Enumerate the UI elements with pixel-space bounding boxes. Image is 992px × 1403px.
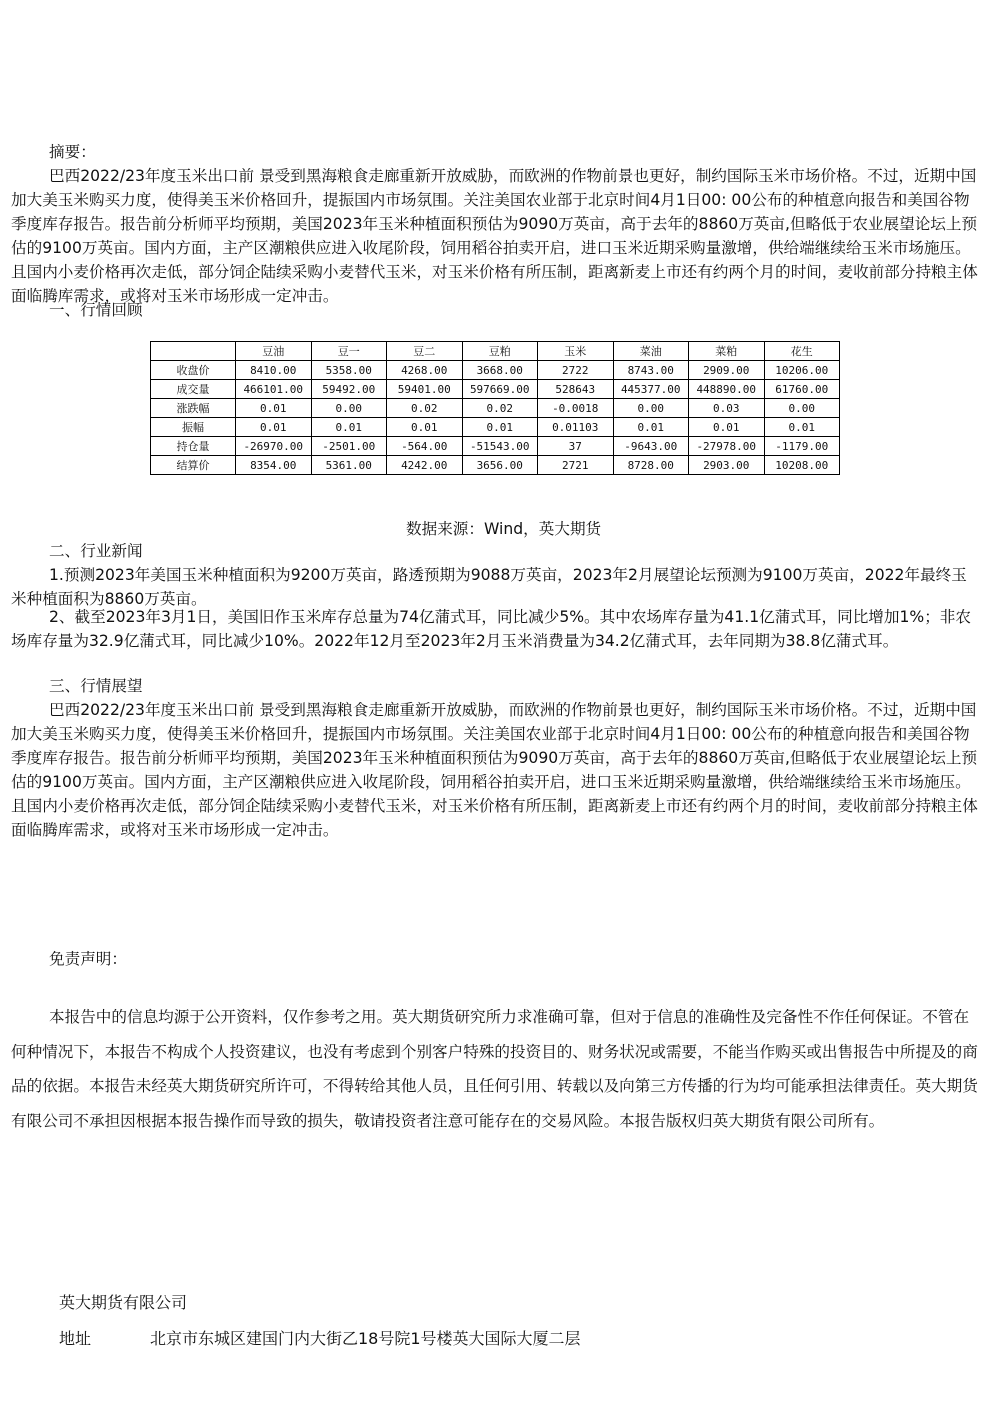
disclaimer-paragraph: 本报告中的信息均源于公开资料，仅作参考之用。英大期货研究所力求准确可靠，但对于信息的准确性及完备性不作任何保证。不管在何种情况下，本报告不构成个人投资建议，也没有考虑到个别客户特殊的投资目的、财务状况或需要，不能当作购买或出售报告中所提及的商品的依据。本报告未经英大期货研究所许可，不得转给其他人员，且任何引用、转载以及向第三方传播的行为均可能承担法律责任。英大期货有限公司不承担因根据本报告操作而导致的损失，敬请投资者注意可能存在的交易风险。本报告版权归英大期货有限公司所有。	[11, 1008, 978, 1130]
table-cell: 0.03	[689, 399, 765, 418]
table-cell: 59401.00	[387, 380, 463, 399]
table-cell: 0.01	[764, 418, 840, 437]
table-cell: 0.02	[462, 399, 538, 418]
table-row	[151, 399, 840, 418]
table-cell: 3668.00	[462, 361, 538, 380]
table-header-cell: 玉米	[538, 342, 614, 361]
table-cell: 0.01	[236, 399, 312, 418]
row-label: 涨跌幅	[151, 399, 236, 418]
table-cell: 8728.00	[613, 456, 689, 475]
table-cell: 4242.00	[387, 456, 463, 475]
table-cell: 0.01	[236, 418, 312, 437]
table-cell: 445377.00	[613, 380, 689, 399]
table-cell: 10208.00	[764, 456, 840, 475]
table-cell: 0.00	[311, 399, 387, 418]
table-cell: 0.01	[462, 418, 538, 437]
table-row	[151, 456, 840, 475]
section-market-review-heading: 一、行情回顾	[49, 301, 143, 319]
data-source-caption: 数据来源：Wind，英大期货	[406, 520, 602, 538]
table-header-cell: 菜油	[613, 342, 689, 361]
table-header-cell: 豆粕	[462, 342, 538, 361]
table-cell: 37	[538, 437, 614, 456]
table-header-cell	[151, 342, 236, 361]
table-cell: 2903.00	[689, 456, 765, 475]
table-cell: 2722	[538, 361, 614, 380]
table-row	[151, 437, 840, 456]
table-cell: 3656.00	[462, 456, 538, 475]
table-cell: 4268.00	[387, 361, 463, 380]
table-header-cell: 花生	[764, 342, 840, 361]
table-row	[151, 418, 840, 437]
table-cell: 0.02	[387, 399, 463, 418]
table-cell: 0.00	[613, 399, 689, 418]
table-row	[151, 380, 840, 399]
table-cell: 0.01103	[538, 418, 614, 437]
table-cell: 597669.00	[462, 380, 538, 399]
table-cell: 0.01	[311, 418, 387, 437]
table-header-row	[151, 342, 840, 361]
row-label: 持仓量	[151, 437, 236, 456]
table-cell: 61760.00	[764, 380, 840, 399]
row-label: 结算价	[151, 456, 236, 475]
table-cell: -564.00	[387, 437, 463, 456]
table-cell: 5358.00	[311, 361, 387, 380]
table-cell: 10206.00	[764, 361, 840, 380]
summary-heading: 摘要：	[49, 143, 96, 161]
table-cell: 448890.00	[689, 380, 765, 399]
table-cell: 466101.00	[236, 380, 312, 399]
section-outlook-heading: 三、行情展望	[49, 677, 143, 695]
disclaimer-heading: 免责声明：	[49, 950, 127, 968]
table-cell: 59492.00	[311, 380, 387, 399]
table-cell: -27978.00	[689, 437, 765, 456]
table-cell: -9643.00	[613, 437, 689, 456]
row-label: 收盘价	[151, 361, 236, 380]
table-cell: -51543.00	[462, 437, 538, 456]
table-cell: 2721	[538, 456, 614, 475]
table-cell: 5361.00	[311, 456, 387, 475]
table-row	[151, 361, 840, 380]
table-cell: -1179.00	[764, 437, 840, 456]
table-cell: 0.01	[387, 418, 463, 437]
address-value: 北京市东城区建国门内大街乙18号院1号楼英大国际大厦二层	[150, 1329, 581, 1348]
table-cell: 8354.00	[236, 456, 312, 475]
table-cell: 8410.00	[236, 361, 312, 380]
news-item-1: 1.预测2023年美国玉米种植面积为9200万英亩，路透预期为9088万英亩，2023年2月展望论坛预测为9100万英亩，2022年最终玉米种植面积为8860万英亩。	[11, 566, 967, 608]
table-header-cell: 菜粕	[689, 342, 765, 361]
table-header-cell: 豆油	[236, 342, 312, 361]
row-label: 振幅	[151, 418, 236, 437]
table-header-cell: 豆一	[311, 342, 387, 361]
outlook-paragraph: 巴西2022/23年度玉米出口前 景受到黑海粮食走廊重新开放威胁，而欧洲的作物前景也更好，制约国际玉米市场价格。不过，近期中国加大美玉米购买力度，使得美玉米价格回升，提振国内市场氛围。关注美国农业部于北京时间4月1日00: 00公布的种植意向报告和美国谷物季度库存报告。报告前分析师平均预期，美国2023年玉米种植面积预估为9090万英亩，高于去年的8860万英亩,但略低于农业展望论坛上预估的9100万英亩。国内方面，主产区潮粮供应进入收尾阶段，饲用稻谷拍卖开启，进口玉米近期采购量激增，供给端继续给玉米市场施压。且国内小麦价格再次走低，部分饲企陆续采购小麦替代玉米，对玉米价格有所压制，距离新麦上市还有约两个月的时间，麦收前部分持粮主体面临腾库需求，或将对玉米市场形成一定冲击。	[11, 701, 978, 839]
company-name: 英大期货有限公司	[59, 1293, 188, 1312]
row-label: 成交量	[151, 380, 236, 399]
address-label: 地址	[59, 1329, 92, 1348]
table-cell: -26970.00	[236, 437, 312, 456]
table-cell: -2501.00	[311, 437, 387, 456]
futures-market-table	[150, 341, 840, 475]
table-cell: 2909.00	[689, 361, 765, 380]
table-cell: 0.00	[764, 399, 840, 418]
section-industry-news-heading: 二、行业新闻	[49, 542, 143, 560]
table-cell: 0.01	[613, 418, 689, 437]
news-item-2: 2、截至2023年3月1日，美国旧作玉米库存总量为74亿蒲式耳，同比减少5%。其中农场库存量为41.1亿蒲式耳，同比增加1%；非农场库存量为32.9亿蒲式耳，同比减少10%。2022年12月至2023年2月玉米消费量为34.2亿蒲式耳，去年同期为38.8亿蒲式耳。	[11, 608, 971, 650]
table-cell: 0.01	[689, 418, 765, 437]
table-cell: 528643	[538, 380, 614, 399]
table-cell: 8743.00	[613, 361, 689, 380]
table-header-cell: 豆二	[387, 342, 463, 361]
table-cell: -0.0018	[538, 399, 614, 418]
summary-paragraph: 巴西2022/23年度玉米出口前 景受到黑海粮食走廊重新开放威胁，而欧洲的作物前景也更好，制约国际玉米市场价格。不过，近期中国加大美玉米购买力度，使得美玉米价格回升，提振国内市场氛围。关注美国农业部于北京时间4月1日00: 00公布的种植意向报告和美国谷物季度库存报告。报告前分析师平均预期，美国2023年玉米种植面积预估为9090万英亩，高于去年的8860万英亩,但略低于农业展望论坛上预估的9100万英亩。国内方面，主产区潮粮供应进入收尾阶段，饲用稻谷拍卖开启，进口玉米近期采购量激增，供给端继续给玉米市场施压。且国内小麦价格再次走低，部分饲企陆续采购小麦替代玉米，对玉米价格有所压制，距离新麦上市还有约两个月的时间，麦收前部分持粮主体面临腾库需求，或将对玉米市场形成一定冲击。	[11, 167, 978, 305]
